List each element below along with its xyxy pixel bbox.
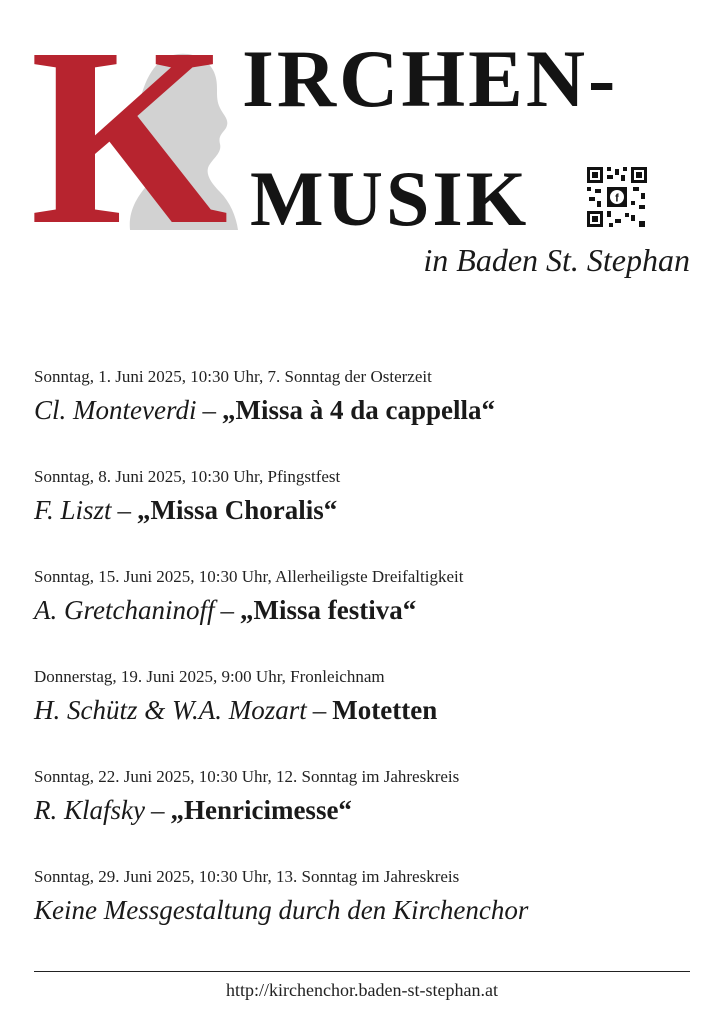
event-title	[34, 393, 694, 427]
event-dash: –	[220, 595, 234, 625]
qr-code-icon[interactable]	[585, 165, 649, 229]
event-list	[34, 366, 694, 966]
event-dash: –	[202, 395, 216, 425]
title-line-1: IRCHEN-	[242, 33, 619, 124]
event-dash: –	[312, 695, 327, 725]
event-date: Sonntag, 29. Juni 2025, 10:30 Uhr, 13. Sonntag im Jahreskreis	[34, 867, 460, 886]
event-date: Sonntag, 22. Juni 2025, 10:30 Uhr, 12. Sonntag im Jahreskreis	[34, 767, 460, 786]
svg-text:f: f	[615, 192, 619, 205]
event-composer: Cl. Monteverdi	[34, 395, 197, 425]
event-date: Sonntag, 8. Juni 2025, 10:30 Uhr, Pfingstfest	[34, 467, 341, 486]
event-work: Motetten	[332, 695, 438, 725]
event-title	[34, 693, 694, 727]
subtitle-location: in Baden St. Stephan	[423, 242, 690, 278]
footer-divider	[34, 971, 690, 972]
event-work: „Missa Choralis“	[137, 495, 338, 525]
footer-url-link[interactable]: http://kirchenchor.baden-st-stephan.at	[226, 980, 498, 1000]
event-composer: R. Klafsky	[34, 795, 145, 825]
event-item	[34, 766, 694, 866]
event-date: Sonntag, 1. Juni 2025, 10:30 Uhr, 7. Sonntag der Osterzeit	[34, 367, 432, 386]
event-item	[34, 566, 694, 666]
event-dash: –	[150, 795, 165, 825]
poster-header	[0, 0, 724, 300]
event-composer: H. Schütz & W.A. Mozart	[34, 695, 307, 725]
event-date: Donnerstag, 19. Juni 2025, 9:00 Uhr, Fronleichnam	[34, 667, 385, 686]
event-work: „Missa festiva“	[239, 595, 417, 625]
event-title	[34, 593, 694, 627]
event-composer: F. Liszt	[34, 495, 112, 525]
event-work: „Henricimesse“	[170, 795, 352, 825]
event-note: Keine Messgestaltung durch den Kirchenchor	[34, 895, 529, 925]
event-work: „Missa à 4 da cappella“	[221, 395, 495, 425]
event-composer: A. Gretchaninoff	[34, 595, 215, 625]
event-title	[34, 793, 694, 827]
event-item	[34, 466, 694, 566]
title-line-2: MUSIK	[250, 155, 530, 242]
event-date: Sonntag, 15. Juni 2025, 10:30 Uhr, Allerheiligste Dreifaltigkeit	[34, 567, 464, 586]
event-item	[34, 366, 694, 466]
event-item	[34, 866, 694, 966]
event-title	[34, 493, 694, 527]
event-dash: –	[117, 495, 132, 525]
event-title	[34, 893, 694, 927]
event-item	[34, 666, 694, 766]
title-initial-k: K	[30, 0, 229, 278]
